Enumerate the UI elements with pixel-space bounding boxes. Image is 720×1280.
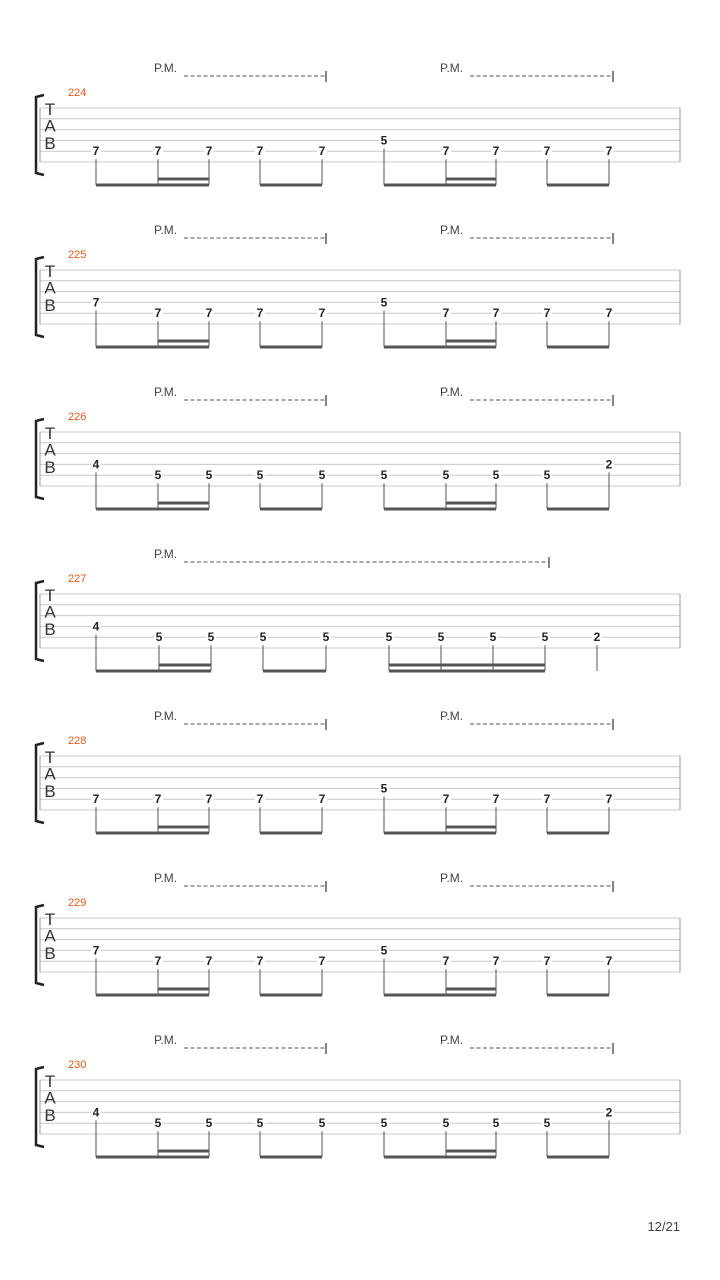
fret-number: 5	[492, 1116, 500, 1131]
tab-clef-b: B	[44, 296, 56, 316]
secondary-beam	[159, 664, 211, 667]
fret-number: 7	[256, 792, 264, 807]
palm-mute-label: P.M.	[440, 385, 464, 399]
fret-number: 5	[256, 1116, 264, 1131]
system-227	[36, 547, 680, 673]
fret-number: 7	[92, 144, 100, 159]
tab-clef-b: B	[44, 944, 56, 964]
primary-beam	[547, 184, 609, 187]
tab-clef-a: A	[44, 1088, 56, 1108]
system-225	[36, 223, 680, 349]
measure-number: 224	[68, 87, 87, 99]
secondary-beam	[446, 988, 496, 991]
primary-beam	[260, 994, 322, 997]
primary-beam	[260, 832, 322, 835]
fret-number: 7	[492, 144, 500, 159]
fret-number: 7	[205, 306, 213, 321]
measure-number: 230	[68, 1059, 87, 1071]
tab-clef-t: T	[44, 586, 56, 605]
tab-clef-a: A	[44, 278, 56, 298]
measure-number: 228	[68, 735, 87, 747]
fret-number: 5	[154, 468, 162, 483]
primary-beam	[384, 832, 496, 835]
fret-number: 7	[605, 144, 613, 159]
tab-clef-a: A	[44, 764, 56, 784]
fret-number: 4	[92, 457, 100, 472]
palm-mute-label: P.M.	[154, 385, 178, 399]
secondary-beam	[446, 1150, 496, 1153]
fret-number: 7	[492, 954, 500, 969]
fret-number: 7	[492, 792, 500, 807]
fret-number: 5	[543, 468, 551, 483]
fret-number: 7	[92, 943, 100, 958]
tab-clef-t: T	[44, 910, 56, 929]
fret-number: 7	[543, 792, 551, 807]
palm-mute-label: P.M.	[440, 223, 464, 237]
system-226	[36, 385, 680, 511]
fret-number: 2	[593, 630, 601, 645]
tab-clef-a: A	[44, 116, 56, 136]
fret-number: 7	[543, 954, 551, 969]
measure-number: 229	[68, 897, 87, 909]
fret-number: 5	[154, 1116, 162, 1131]
palm-mute-label: P.M.	[154, 709, 178, 723]
fret-number: 7	[543, 306, 551, 321]
tab-clef-a: A	[44, 926, 56, 946]
page-number: 12/21	[647, 1219, 680, 1234]
fret-number: 5	[380, 468, 388, 483]
fret-number: 4	[92, 1105, 100, 1120]
tab-clef-b: B	[44, 134, 56, 154]
primary-beam	[96, 508, 209, 511]
fret-number: 5	[492, 468, 500, 483]
system-229	[36, 871, 680, 997]
primary-beam	[96, 346, 209, 349]
secondary-beam	[389, 664, 545, 667]
palm-mute-label: P.M.	[154, 223, 178, 237]
fret-number: 5	[205, 468, 213, 483]
fret-number: 7	[92, 792, 100, 807]
fret-number: 5	[205, 1116, 213, 1131]
fret-number: 7	[205, 792, 213, 807]
fret-number: 5	[380, 943, 388, 958]
fret-number: 7	[442, 144, 450, 159]
fret-number: 7	[318, 144, 326, 159]
fret-number: 5	[380, 1116, 388, 1131]
system-228	[36, 709, 680, 835]
fret-number: 7	[318, 306, 326, 321]
tab-clef-t: T	[44, 1072, 56, 1091]
fret-number: 7	[605, 306, 613, 321]
fret-number: 7	[442, 306, 450, 321]
primary-beam	[260, 508, 322, 511]
fret-number: 7	[605, 792, 613, 807]
primary-beam	[96, 1156, 209, 1159]
fret-number: 7	[256, 954, 264, 969]
fret-number: 7	[492, 306, 500, 321]
fret-number: 7	[154, 954, 162, 969]
fret-number: 5	[437, 630, 445, 645]
tab-clef-t: T	[44, 424, 56, 443]
secondary-beam	[446, 178, 496, 181]
fret-number: 5	[489, 630, 497, 645]
primary-beam	[384, 1156, 496, 1159]
palm-mute-label: P.M.	[154, 871, 178, 885]
fret-number: 7	[256, 144, 264, 159]
primary-beam	[384, 184, 496, 187]
fret-number: 7	[442, 954, 450, 969]
fret-number: 5	[543, 1116, 551, 1131]
fret-number: 7	[442, 792, 450, 807]
primary-beam	[96, 184, 209, 187]
secondary-beam	[158, 826, 209, 829]
fret-number: 7	[256, 306, 264, 321]
fret-number: 4	[92, 619, 100, 634]
fret-number: 5	[442, 468, 450, 483]
tab-clef-t: T	[44, 748, 56, 767]
palm-mute-label: P.M.	[440, 871, 464, 885]
fret-number: 7	[605, 954, 613, 969]
palm-mute-label: P.M.	[440, 61, 464, 75]
secondary-beam	[446, 340, 496, 343]
fret-number: 7	[154, 144, 162, 159]
tab-clef-t: T	[44, 100, 56, 119]
palm-mute-label: P.M.	[154, 1033, 178, 1047]
fret-number: 7	[318, 792, 326, 807]
fret-number: 5	[541, 630, 549, 645]
fret-number: 7	[92, 295, 100, 310]
palm-mute-label: P.M.	[440, 709, 464, 723]
fret-number: 5	[207, 630, 215, 645]
primary-beam	[547, 832, 609, 835]
measure-number: 227	[68, 573, 87, 585]
palm-mute-label: P.M.	[440, 1033, 464, 1047]
secondary-beam	[158, 988, 209, 991]
primary-beam	[96, 832, 209, 835]
fret-number: 5	[380, 781, 388, 796]
fret-number: 5	[380, 295, 388, 310]
primary-beam	[263, 670, 326, 673]
secondary-beam	[446, 502, 496, 505]
primary-beam	[384, 508, 496, 511]
secondary-beam	[158, 340, 209, 343]
primary-beam	[547, 1156, 609, 1159]
primary-beam	[547, 994, 609, 997]
primary-beam	[96, 994, 209, 997]
fret-number: 5	[318, 468, 326, 483]
primary-beam	[96, 670, 211, 673]
fret-number: 7	[205, 954, 213, 969]
fret-number: 5	[256, 468, 264, 483]
primary-beam	[384, 346, 496, 349]
tab-clef-b: B	[44, 782, 56, 802]
secondary-beam	[158, 502, 209, 505]
fret-number: 5	[380, 133, 388, 148]
secondary-beam	[446, 826, 496, 829]
tab-clef-b: B	[44, 458, 56, 478]
tab-clef-t: T	[44, 262, 56, 281]
primary-beam	[547, 346, 609, 349]
measure-number: 225	[68, 249, 87, 261]
system-224	[36, 61, 680, 187]
fret-number: 5	[442, 1116, 450, 1131]
palm-mute-label: P.M.	[154, 547, 178, 561]
fret-number: 5	[155, 630, 163, 645]
measure-number: 226	[68, 411, 87, 423]
primary-beam	[547, 508, 609, 511]
secondary-beam	[158, 1150, 209, 1153]
tab-clef-b: B	[44, 1106, 56, 1126]
primary-beam	[260, 1156, 322, 1159]
fret-number: 5	[385, 630, 393, 645]
fret-number: 2	[605, 1105, 613, 1120]
tab-clef-a: A	[44, 440, 56, 460]
fret-number: 7	[205, 144, 213, 159]
primary-beam	[384, 994, 496, 997]
fret-number: 7	[154, 792, 162, 807]
fret-number: 2	[605, 457, 613, 472]
primary-beam	[389, 670, 545, 673]
system-230	[36, 1033, 680, 1159]
secondary-beam	[158, 178, 209, 181]
palm-mute-label: P.M.	[154, 61, 178, 75]
tab-clef-a: A	[44, 602, 56, 622]
fret-number: 5	[322, 630, 330, 645]
primary-beam	[260, 184, 322, 187]
primary-beam	[260, 346, 322, 349]
tab-clef-b: B	[44, 620, 56, 640]
fret-number: 7	[154, 306, 162, 321]
fret-number: 7	[543, 144, 551, 159]
fret-number: 7	[318, 954, 326, 969]
fret-number: 5	[318, 1116, 326, 1131]
fret-number: 5	[259, 630, 267, 645]
